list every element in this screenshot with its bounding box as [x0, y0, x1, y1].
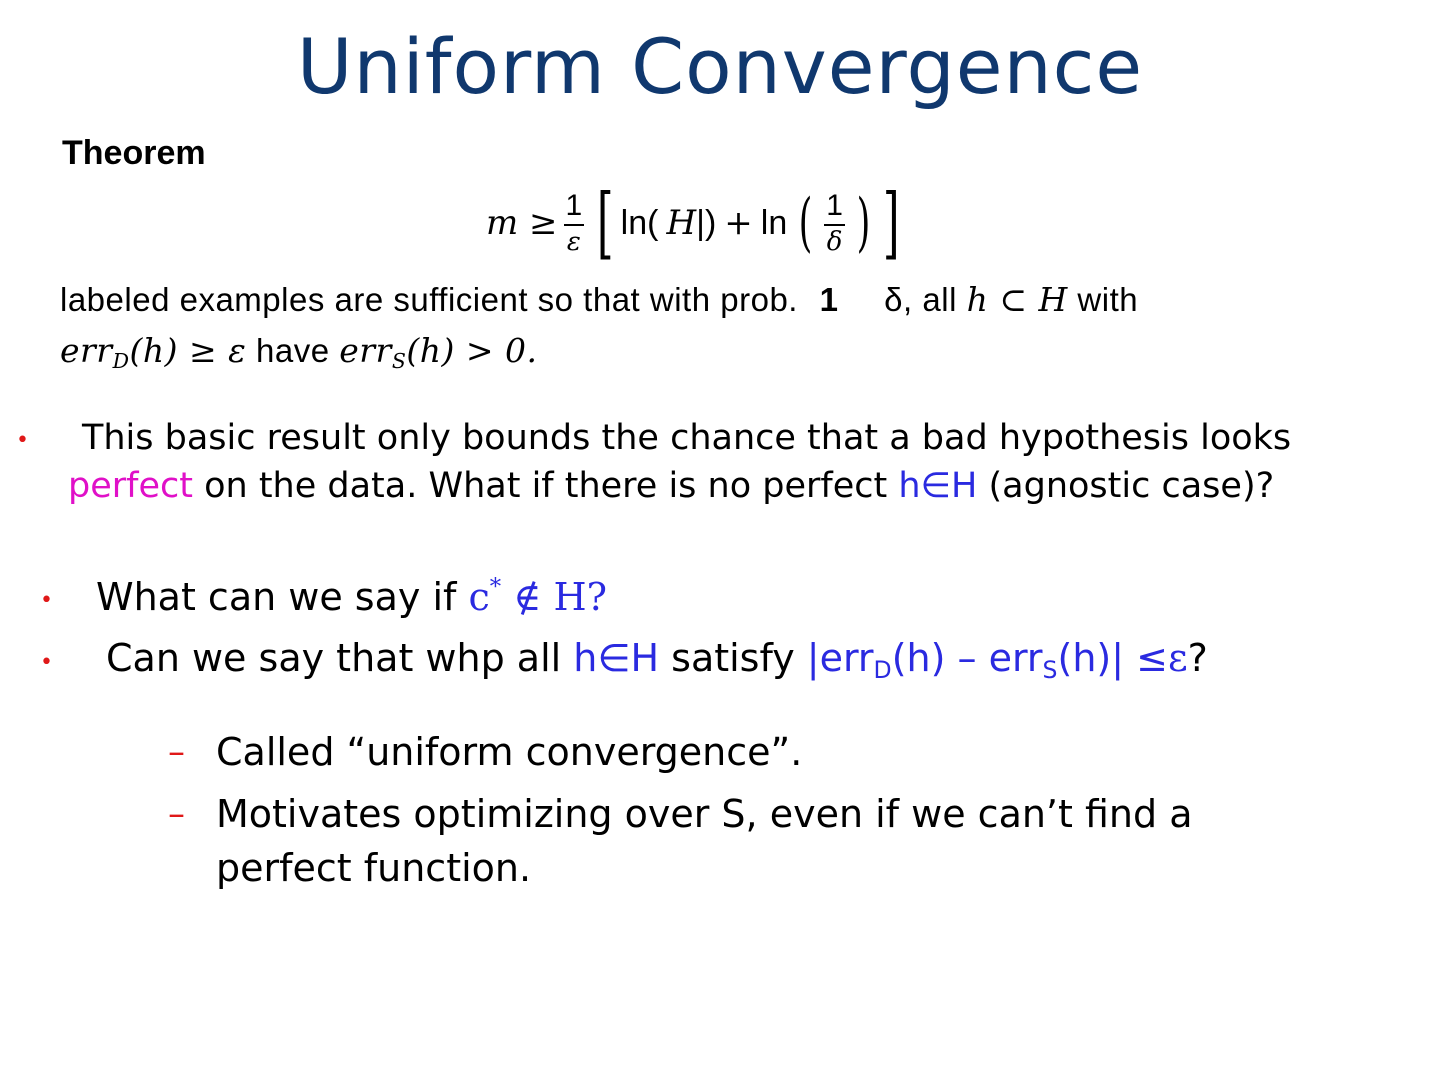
bullet-3-sub2: S — [1042, 656, 1058, 685]
theorem-errD-rest: (h) ≥ ε — [129, 331, 247, 370]
formula-fraction — [564, 191, 585, 255]
formula-plus: + — [724, 203, 753, 243]
formula-inner-num: 1 — [826, 189, 843, 222]
theorem-line-1 — [60, 280, 1138, 319]
bullet-3-eps: ε — [1167, 636, 1188, 680]
bullet-2-notin: ∉ H? — [513, 574, 608, 619]
bullet-3-satisfy: satisfy — [671, 636, 795, 680]
left-bracket: [ — [597, 178, 614, 268]
theorem-errD-sub: D — [112, 349, 130, 374]
page-title: Uniform Convergence — [296, 22, 1144, 111]
bullet-1-text3: (agnostic case)? — [988, 466, 1275, 506]
bullet-3-end: (h)| ≤ — [1057, 636, 1168, 680]
formula-ln1-close: |) — [696, 203, 717, 242]
theorem-line1-part1: labeled examples are sufficient so that with prob. — [60, 281, 798, 318]
theorem-have: have — [256, 332, 330, 369]
bullet-1-line-2 — [68, 466, 1274, 506]
sub-bullet-1-dash: – — [168, 732, 185, 772]
theorem-line-2 — [60, 331, 537, 373]
bullet-3-sub1: D — [873, 656, 892, 685]
theorem-formula — [486, 178, 906, 268]
right-bracket: ] — [882, 178, 900, 268]
formula-frac-num: 1 — [565, 189, 583, 222]
sub-bullet-2-line-1: Motivates optimizing over S, even if we can’t find a — [216, 792, 1193, 836]
bullet-3-mid: (h) – err — [891, 636, 1043, 680]
bullet-3-text: Can we say that whp all — [106, 636, 562, 680]
bullet-1-hH: h∈H — [898, 466, 978, 506]
formula-inner-fraction — [824, 191, 845, 255]
bullet-2-c: c — [468, 574, 490, 619]
formula-inner-den: δ — [826, 227, 843, 257]
theorem-errS-rest: (h) > 0. — [406, 331, 538, 370]
bullet-1-perfect: perfect — [68, 466, 193, 506]
bullet-2-star: * — [489, 574, 502, 600]
bullet-2-text: What can we say if — [96, 574, 457, 619]
sub-bullet-1: Called “uniform convergence”. — [216, 730, 803, 774]
bullet-2-marker: • — [40, 588, 53, 613]
right-paren: ) — [856, 186, 871, 260]
sub-bullet-2-dash: – — [168, 794, 185, 834]
inner-fraction-bar — [824, 224, 845, 226]
theorem-line1-part2: δ, all — [884, 281, 957, 318]
bullet-1-line-1: This basic result only bounds the chance that a bad hypothesis looks — [82, 418, 1292, 458]
bullet-2 — [96, 574, 607, 619]
bullet-3-q: ? — [1187, 636, 1208, 680]
theorem-label: Theorem — [62, 134, 206, 172]
bullet-3-err1: |err — [806, 636, 874, 680]
theorem-errS-sub: S — [391, 349, 407, 374]
theorem-with: with — [1077, 281, 1139, 318]
formula-ln2: ln — [760, 203, 788, 242]
sub-bullet-2-line-2: perfect function. — [216, 846, 532, 890]
formula-lhs: m ≥ — [486, 203, 558, 243]
bullet-3-marker: • — [40, 650, 53, 675]
formula-ln1: ln( — [620, 203, 659, 242]
theorem-errS: err — [339, 331, 392, 370]
fraction-bar — [564, 224, 585, 226]
bullet-3-hH: h∈H — [573, 636, 660, 680]
bullet-3 — [106, 636, 1208, 684]
bullet-1-marker: • — [16, 428, 29, 453]
bullet-1-text2: on the data. What if there is no perfect — [204, 466, 888, 506]
left-paren: ( — [798, 186, 813, 260]
theorem-h-in-H: h ⊂ H — [966, 280, 1068, 319]
formula-H: H — [666, 203, 697, 243]
theorem-one: 1 — [819, 281, 839, 318]
formula-frac-den: ε — [566, 227, 581, 257]
theorem-errD: err — [60, 331, 113, 370]
